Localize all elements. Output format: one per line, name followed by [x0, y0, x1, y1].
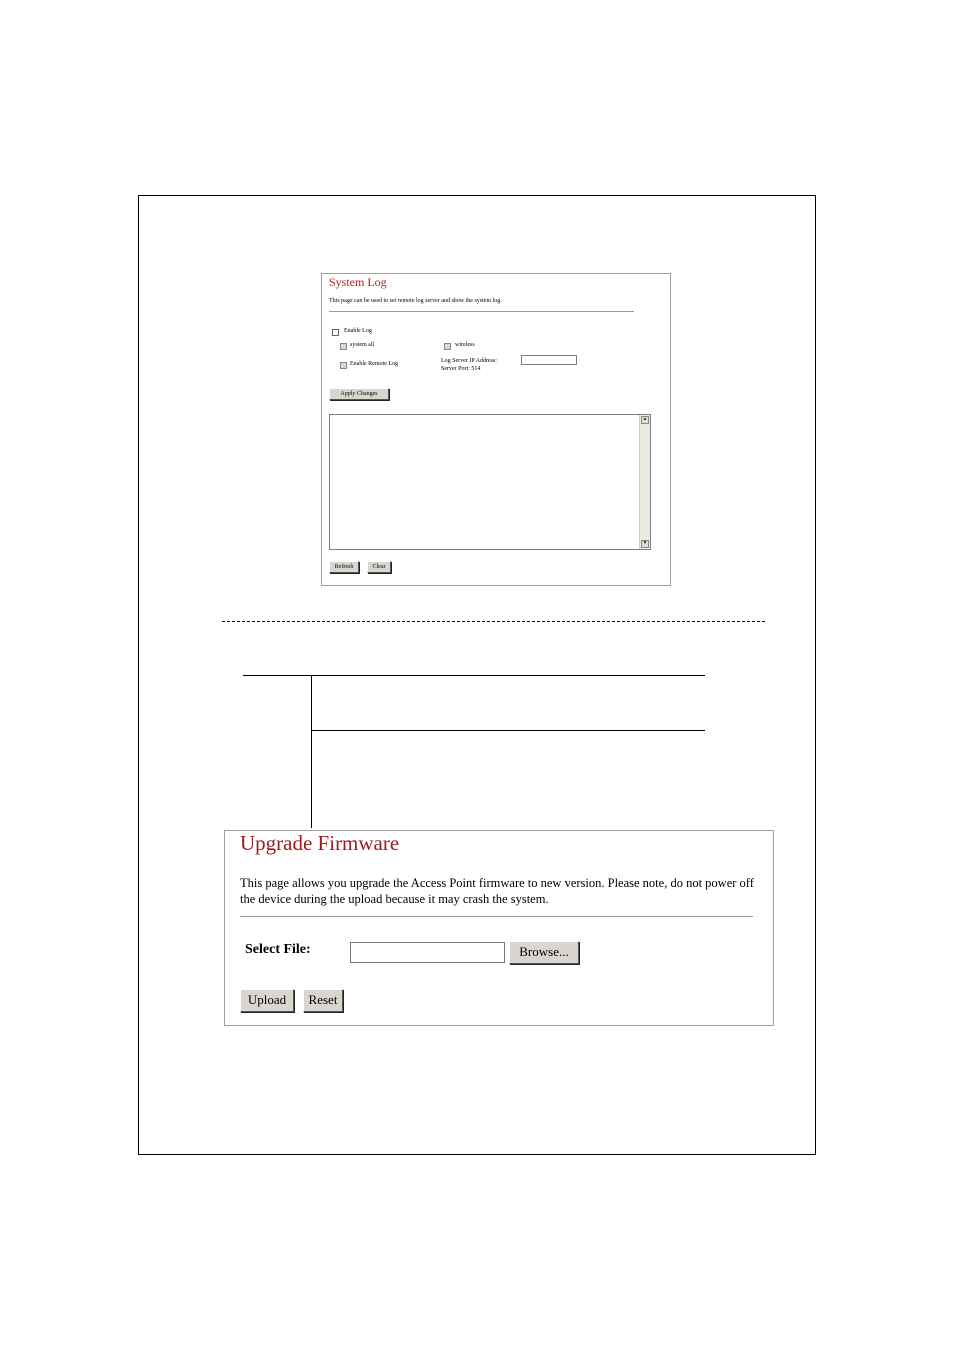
server-port-label: Server Port: 514: [441, 366, 481, 372]
system-log-description: This page can be used to set remote log server and show the system log.: [329, 298, 502, 304]
log-textarea[interactable]: [329, 414, 651, 550]
apply-changes-button[interactable]: Apply Changes: [329, 388, 389, 400]
log-scrollbar[interactable]: [639, 415, 650, 549]
enable-log-label: Enable Log: [344, 328, 372, 334]
table-row-divider: [312, 730, 705, 731]
table-column-divider: [311, 675, 312, 828]
scroll-up-arrow-icon[interactable]: ▲: [642, 417, 648, 422]
wireless-label: wireless: [455, 342, 475, 348]
dashed-separator: [222, 621, 765, 622]
upgrade-firmware-description: This page allows you upgrade the Access Point firmware to new version. Please note, do not power off the device during the upload because it may crash the system.: [240, 876, 754, 906]
log-server-ip-label: Log Server IP Address:: [441, 358, 497, 364]
system-log-title: System Log: [329, 275, 387, 289]
upgrade-firmware-divider: [240, 916, 753, 917]
clear-button[interactable]: Clear: [367, 561, 391, 573]
wireless-checkbox[interactable]: [444, 343, 451, 350]
log-server-ip-input[interactable]: [521, 355, 577, 365]
system-all-label: system all: [350, 342, 375, 348]
refresh-button[interactable]: Refresh: [329, 561, 359, 573]
enable-remote-log-label: Enable Remote Log: [350, 361, 398, 367]
upload-button[interactable]: Upload: [240, 989, 294, 1012]
select-file-label: Select File:: [245, 942, 311, 957]
file-path-input[interactable]: [350, 942, 505, 963]
reset-button[interactable]: Reset: [303, 989, 343, 1012]
upgrade-firmware-panel: [224, 830, 774, 1026]
table-top-rule: [243, 675, 705, 676]
scroll-down-arrow-icon[interactable]: ▼: [642, 541, 648, 546]
system-all-checkbox[interactable]: [340, 343, 347, 350]
system-log-panel: [321, 273, 671, 586]
upgrade-firmware-title: Upgrade Firmware: [240, 831, 400, 855]
enable-log-checkbox[interactable]: [332, 329, 339, 336]
enable-remote-log-checkbox[interactable]: [340, 362, 347, 369]
system-log-divider: [329, 311, 634, 312]
browse-button[interactable]: Browse...: [509, 941, 579, 964]
